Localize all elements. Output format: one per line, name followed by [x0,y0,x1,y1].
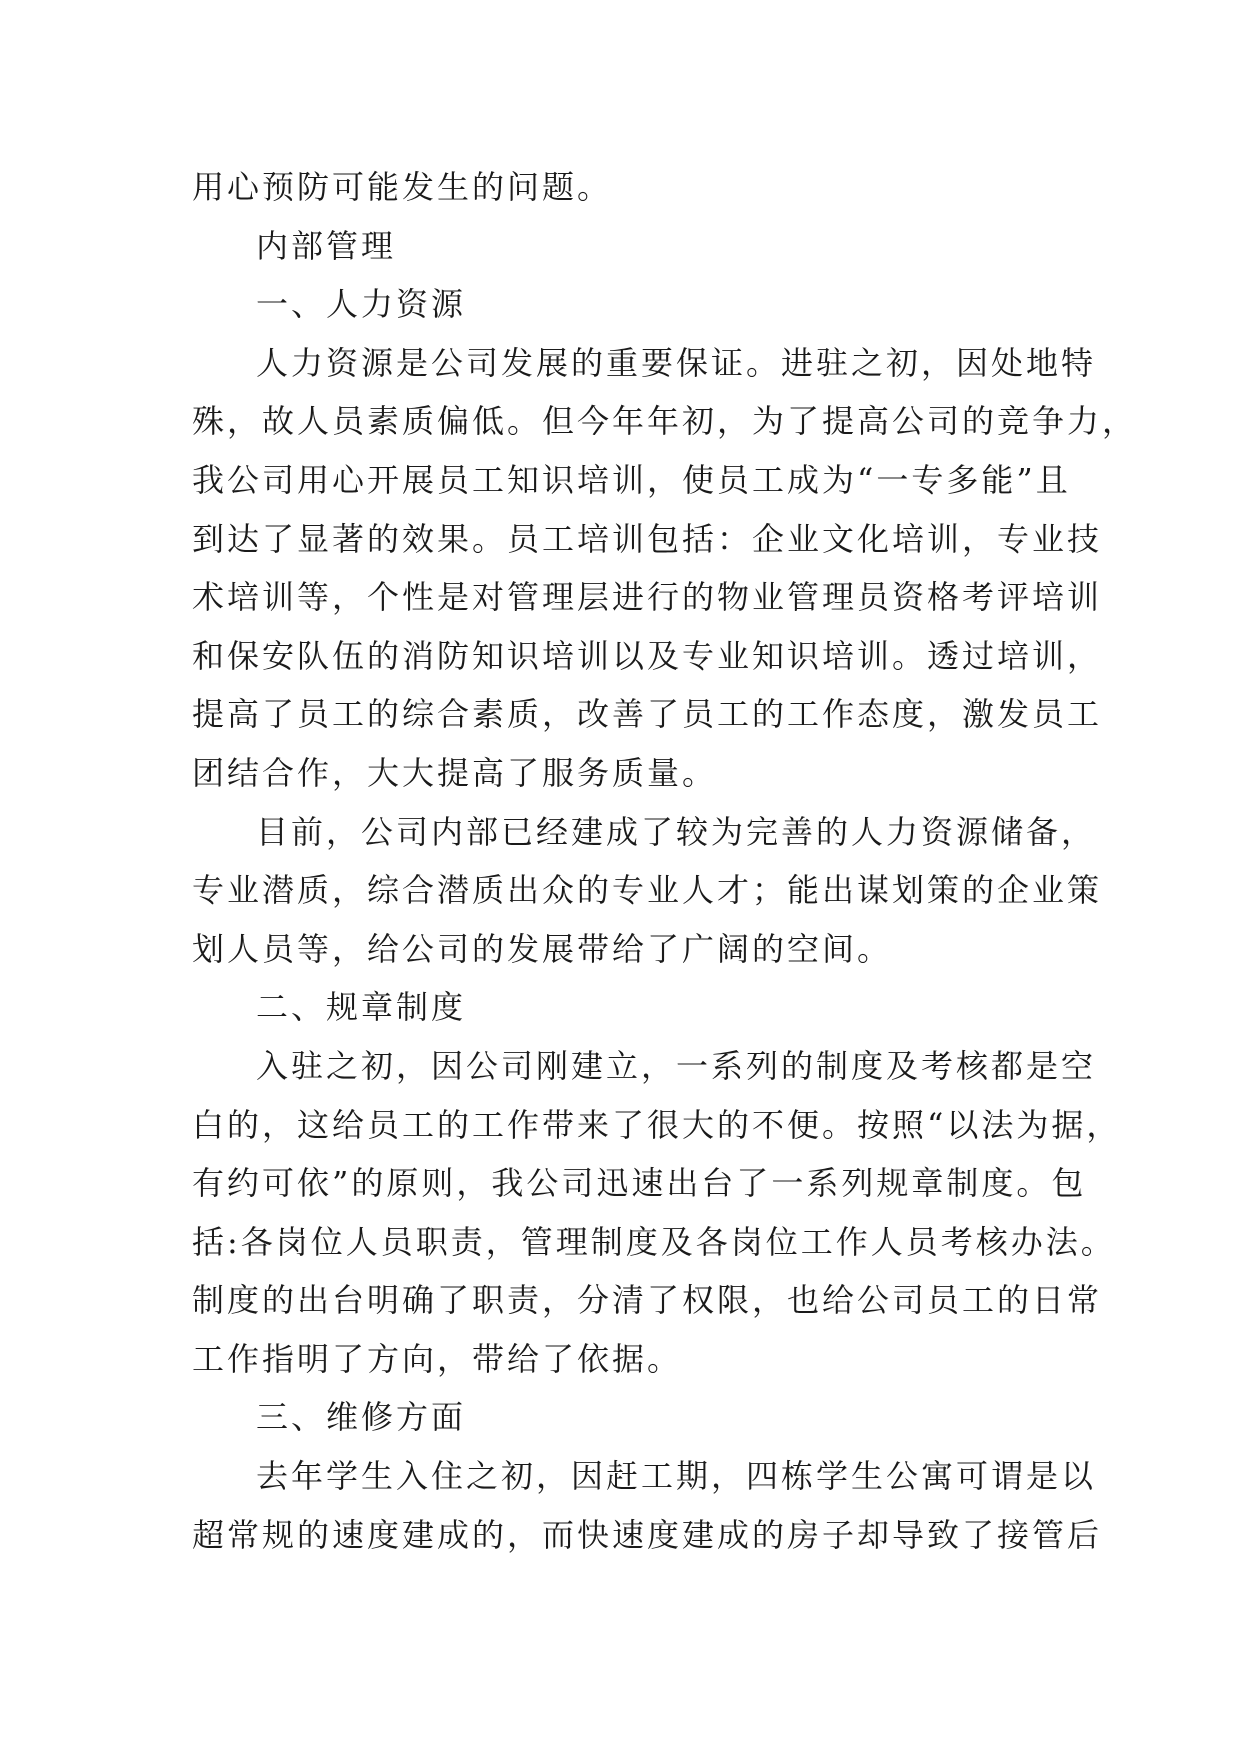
section-heading: 内部管理 [256,226,397,265]
text-line: 术培训等，个性是对管理层进行的物业管理员资格考评培训 [192,578,1103,617]
text-line: 超常规的速度建成的，而快速度建成的房子却导致了接管后 [192,1515,1103,1554]
text-line: 去年学生入住之初，因赶工期，四栋学生公寓可谓是以 [256,1457,1097,1496]
text-line: 括:各岗位人员职责，管理制度及各岗位工作人员考核办法。 [192,1222,1116,1261]
text-line: 有约可依”的原则，我公司迅速出台了一系列规章制度。包 [192,1164,1087,1203]
text-line: 人力资源是公司发展的重要保证。进驻之初，因处地特 [256,343,1097,382]
subsection-heading: 一、人力资源 [256,285,467,324]
text-line: 划人员等，给公司的发展带给了广阔的空间。 [192,929,893,968]
text-line: 团结合作，大大提高了服务质量。 [192,753,718,792]
document-body [192,158,1138,1564]
text-line: 制度的出台明确了职责，分清了权限，也给公司员工的日常 [192,1281,1103,1320]
text-line: 我公司用心开展员工知识培训，使员工成为“一专多能”且 [192,460,1071,499]
text-line: 目前，公司内部已经建成了较为完善的人力资源储备， [256,812,1097,851]
text-line: 提高了员工的综合素质，改善了员工的工作态度，激发员工 [192,695,1103,734]
text-line: 殊，故人员素质偏低。但今年年初，为了提高公司的竞争力， [192,402,1138,441]
text-line: 到达了显著的效果。员工培训包括：企业文化培训，专业技 [192,519,1103,558]
subsection-heading: 三、维修方面 [256,1398,467,1437]
text-line: 和保安队伍的消防知识培训以及专业知识培训。透过培训， [192,636,1103,675]
text-line: 专业潜质，综合潜质出众的专业人才；能出谋划策的企业策 [192,871,1103,910]
text-line: 用心预防可能发生的问题。 [192,168,613,206]
subsection-heading: 二、规章制度 [256,988,467,1027]
text-line: 白的，这给员工的工作带来了很大的不便。按照“以法为据， [192,1105,1122,1144]
text-line: 工作指明了方向，带给了依据。 [192,1339,683,1378]
text-line: 入驻之初，因公司刚建立，一系列的制度及考核都是空 [256,1046,1097,1085]
